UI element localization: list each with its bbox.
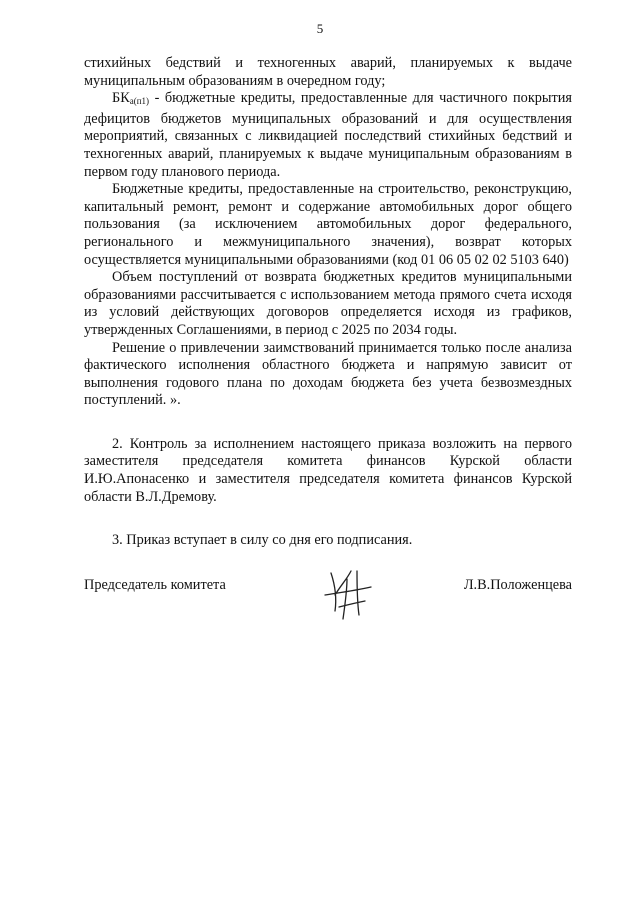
signatory-title: Председатель комитета bbox=[84, 577, 226, 593]
paragraph-continuation: стихийных бедствий и техногенных аварий, планируемых к выдаче муниципальным образованиям в очередном году; bbox=[84, 55, 572, 89]
order-item-3: 3. Приказ вступает в силу со дня его подписания. bbox=[112, 532, 413, 549]
document-body bbox=[84, 55, 572, 550]
bk-subscript: а(п1) bbox=[129, 96, 150, 107]
handwritten-signature bbox=[317, 565, 377, 623]
paragraph-borrowing-decision: Решение о привлечении заимствований принимается только после анализа фактического исполнения областного бюджета и напрямую зависит от выполнения годового плана по доходам бюджета без учета безвозмездных поступлений. ». bbox=[84, 339, 572, 409]
signature-block bbox=[84, 565, 572, 625]
order-item-2: 2. Контроль за исполнением настоящего приказа возложить на первого заместителя председателя комитета финансов Курской области И.Ю.Апонасенко и заместителя председателя комитета финансов Курской области В.Л.Дремову. bbox=[84, 435, 572, 505]
signatory-name: Л.В.Положенцева bbox=[463, 577, 572, 593]
paragraph-road-credits: Бюджетные кредиты, предоставленные на строительство, реконструкцию, капитальный ремонт, ремонт и содержание автомобильных дорог общего пользования (за исключением автомобильных дорог федерального, регионального и межмуниципального значения), возврат которых осуществляется муниципальными образованиями (код 01 06 05 02 02 5103 640) bbox=[84, 181, 572, 268]
bk-symbol: БК bbox=[112, 90, 130, 107]
bk-definition-text: - бюджетные кредиты, предоставленные для частичного покрытия дефицитов бюджетов муниципальных образований и для осуществления мероприятий, связанных с ликвидацией последствий стихийных бедствий и техногенных аварий, планируемых к выдаче муниципальным образованиям в первом году планового периода. bbox=[84, 90, 572, 180]
page-number: 5 bbox=[316, 21, 324, 36]
paragraph-bk-definition bbox=[84, 90, 572, 181]
paragraph-return-volume: Объем поступлений от возврата бюджетных кредитов муниципальными образованиями рассчитывается с использованием метода прямого счета исходя из условий действующих договоров определяется исходя из графиков, утвержденных Соглашениями, в период с 2025 по 2034 годы. bbox=[84, 269, 572, 338]
